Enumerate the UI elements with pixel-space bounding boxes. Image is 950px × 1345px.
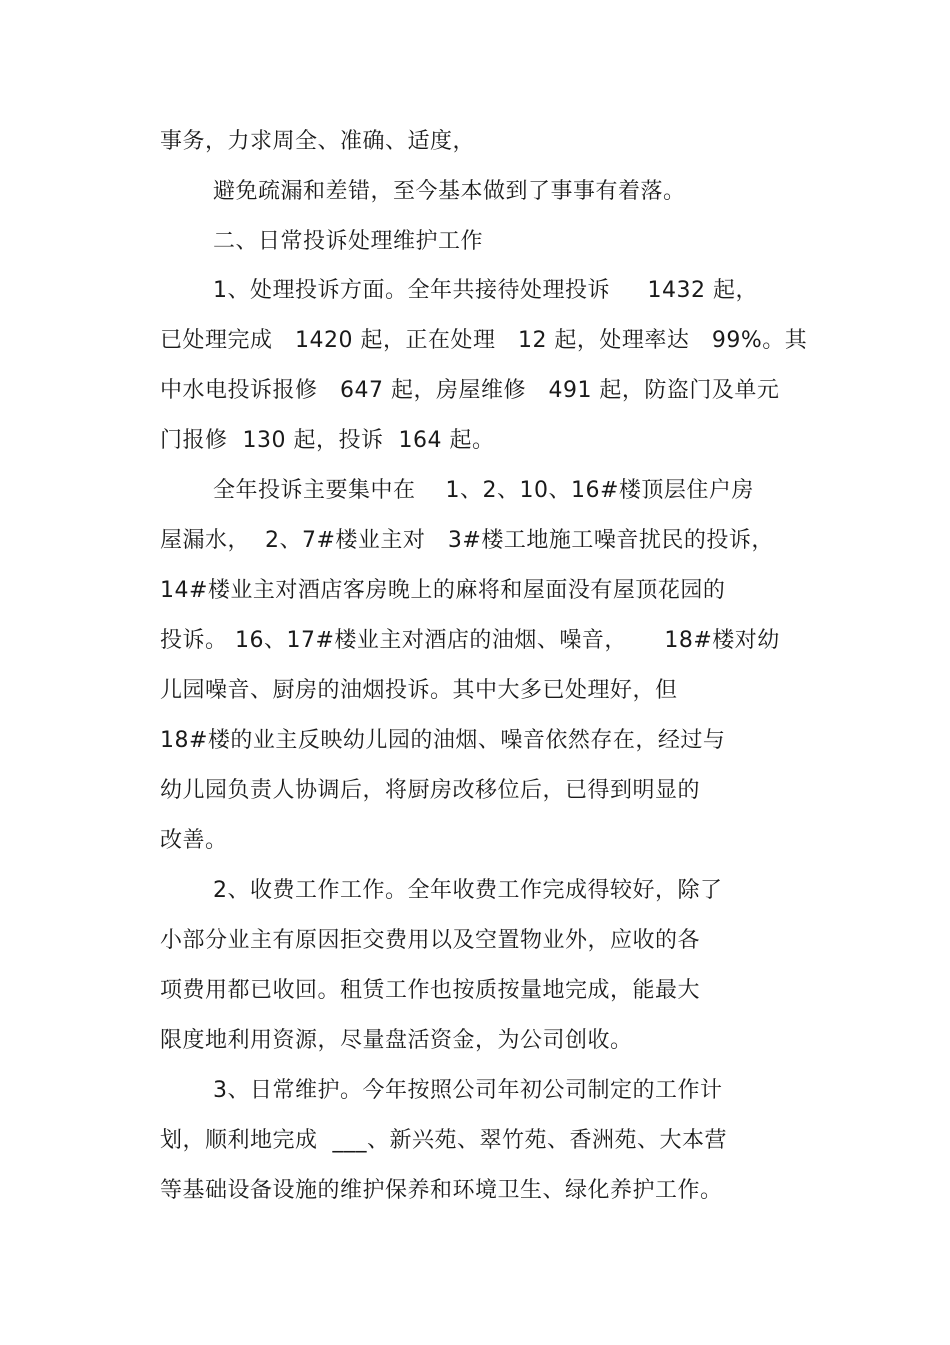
text-line-12: 儿园噪音、厨房的油烟投诉。其中大多已处理好，但 bbox=[160, 678, 678, 703]
text-line-22: 等基础设备设施的维护保养和环境卫生、绿化养护工作。 bbox=[160, 1178, 723, 1203]
text-line-16: 2、收费工作工作。全年收费工作完成得较好，除了 bbox=[213, 878, 723, 903]
text-line-10: 14#楼业主对酒店客房晚上的麻将和屋面没有屋顶花园的 bbox=[160, 578, 726, 603]
text-line-8: 全年投诉主要集中在 1、2、10、16#楼顶层住户房 bbox=[213, 478, 754, 503]
text-line-7: 门报修 130 起，投诉 164 起。 bbox=[160, 428, 495, 453]
section-heading: 二、日常投诉处理维护工作 bbox=[213, 229, 484, 254]
text-line-20: 3、日常维护。今年按照公司年初公司制定的工作计 bbox=[213, 1078, 723, 1103]
text-line-19: 限度地利用资源，尽量盘活资金，为公司创收。 bbox=[160, 1028, 633, 1053]
text-line-17: 小部分业主有原因拒交费用以及空置物业外，应收的各 bbox=[160, 928, 701, 953]
text-line-5: 已处理完成 1420 起，正在处理 12 起，处理率达 99%。其 bbox=[160, 328, 808, 353]
text-line-4: 1、处理投诉方面。全年共接待处理投诉 1432 起， bbox=[213, 278, 758, 303]
text-line-15: 改善。 bbox=[160, 828, 228, 853]
text-line-11: 投诉。 16、17#楼业主对酒店的油烟、噪音， 18#楼对幼 bbox=[160, 628, 780, 653]
text-line-14: 幼儿园负责人协调后，将厨房改移位后，已得到明显的 bbox=[160, 778, 701, 803]
text-line-9: 屋漏水， 2、7#楼业主对 3#楼工地施工噪音扰民的投诉， bbox=[160, 528, 774, 553]
text-line-1: 事务，力求周全、准确、适度， bbox=[160, 129, 476, 154]
text-line-2: 避免疏漏和差错，至今基本做到了事事有着落。 bbox=[213, 179, 686, 204]
text-line-6: 中水电投诉报修 647 起，房屋维修 491 起，防盗门及单元 bbox=[160, 378, 780, 403]
text-line-13: 18#楼的业主反映幼儿园的油烟、噪音依然存在，经过与 bbox=[160, 728, 726, 753]
text-line-18: 项费用都已收回。租赁工作也按质按量地完成，能最大 bbox=[160, 978, 701, 1003]
text-line-21: 划，顺利地完成 ___、新兴苑、翠竹苑、香洲苑、大本营 bbox=[160, 1128, 727, 1153]
